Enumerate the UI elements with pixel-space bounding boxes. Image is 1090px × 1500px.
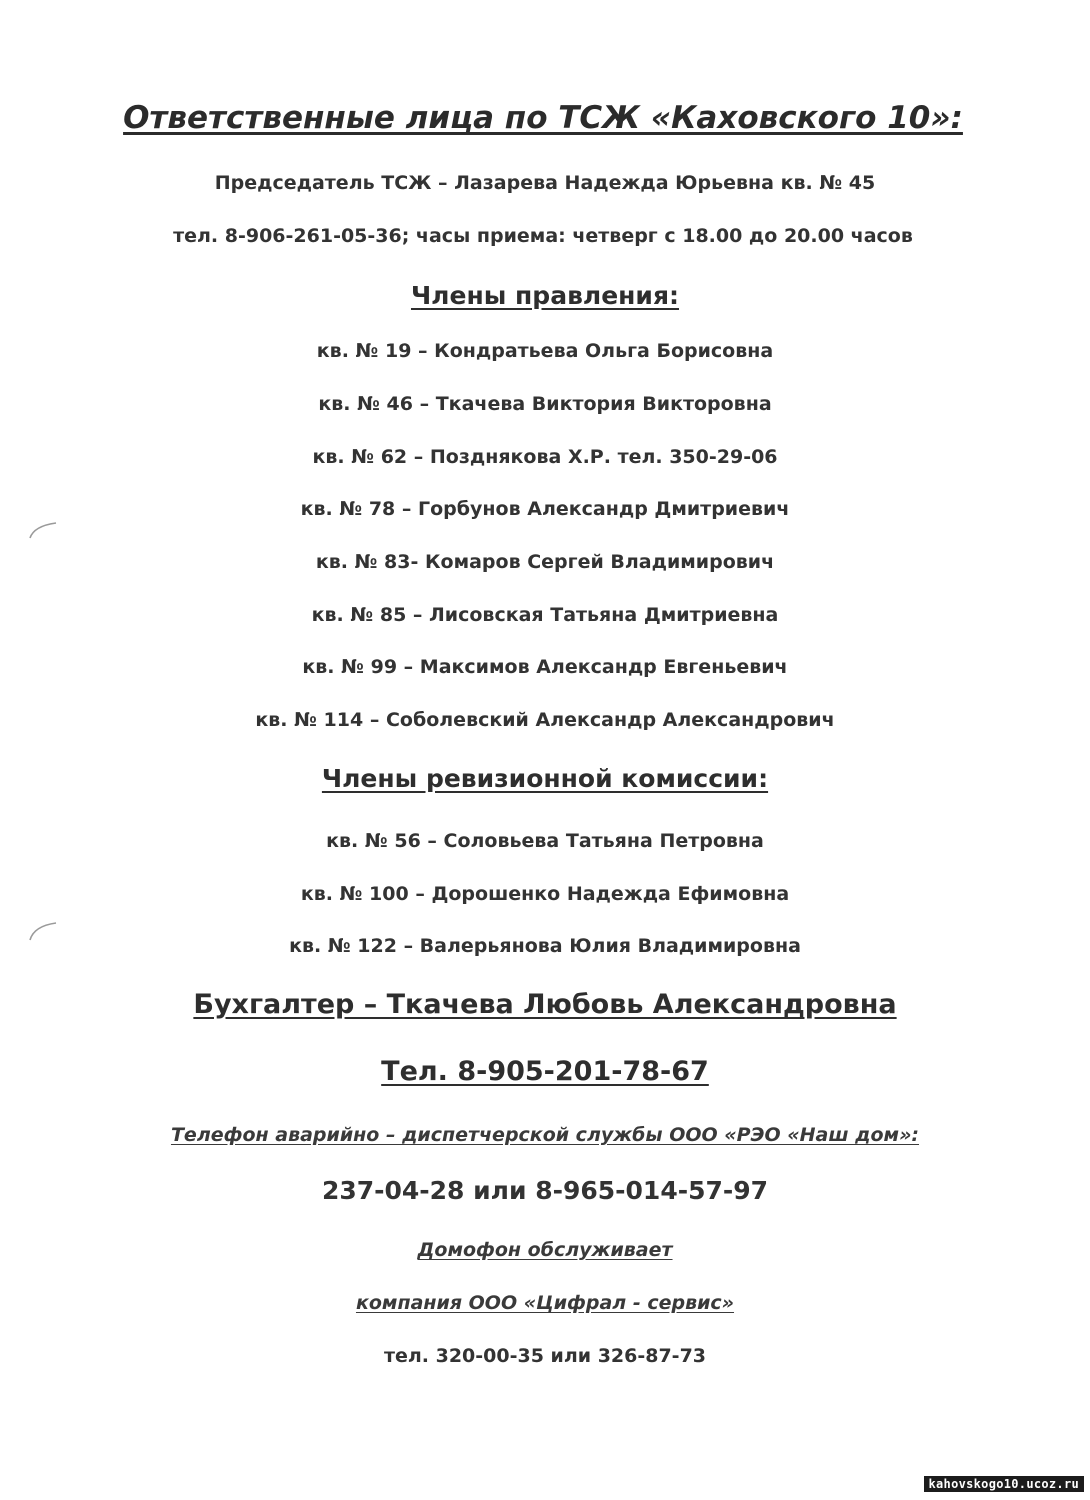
audit-member: кв. № 56 – Соловьева Татьяна Петровна [326, 830, 764, 852]
chairman-line: Председатель ТСЖ – Лазарева Надежда Юрьевна кв. № 45 [214, 172, 876, 194]
board-member: кв. № 46 – Ткачева Виктория Викторовна [318, 393, 772, 415]
audit-member: кв. № 122 – Валерьянова Юлия Владимировна [289, 935, 801, 957]
board-member: кв. № 78 – Горбунов Александр Дмитриевич [300, 498, 790, 520]
audit-member: кв. № 100 – Дорошенко Надежда Ефимовна [300, 883, 790, 905]
board-member: кв. № 85 – Лисовская Татьяна Дмитриевна [311, 604, 779, 626]
board-member: кв. № 19 – Кондратьева Ольга Борисовна [316, 340, 774, 362]
intercom-phones: тел. 320-00-35 или 326-87-73 [383, 1345, 707, 1367]
board-member: кв. № 62 – Позднякова Х.Р. тел. 350-29-06 [312, 446, 778, 468]
emergency-phones: 237-04-28 или 8-965-014-57-97 [321, 1176, 769, 1205]
audit-heading: Члены ревизионной комиссии: [321, 764, 769, 793]
accountant-line: Бухгалтер – Ткачева Любовь Александровна [193, 989, 897, 1020]
board-member: кв. № 99 – Максимов Александр Евгеньевич [302, 656, 788, 678]
intercom-line2: компания ООО «Цифрал - сервис» [355, 1292, 735, 1314]
document-title: Ответственные лица по ТСЖ «Каховского 10»: [123, 100, 963, 136]
scan-punch-mark [26, 520, 60, 542]
scan-punch-mark [26, 920, 60, 944]
board-heading: Члены правления: [410, 281, 680, 310]
emergency-label: Телефон аварийно – диспетчерской службы ООО «РЭО «Наш дом»: [170, 1124, 920, 1146]
site-watermark: kahovskogo10.ucoz.ru [924, 1476, 1085, 1492]
intercom-line1: Домофон обслуживает [417, 1239, 673, 1261]
board-member: кв. № 83- Комаров Сергей Владимирович [315, 551, 775, 573]
board-member: кв. № 114 – Соболевский Александр Александрович [255, 709, 835, 731]
accountant-phone: Тел. 8-905-201-78-67 [381, 1056, 709, 1087]
chairman-contact: тел. 8-906-261-05-36; часы приема: четверг с 18.00 до 20.00 часов [173, 225, 913, 247]
